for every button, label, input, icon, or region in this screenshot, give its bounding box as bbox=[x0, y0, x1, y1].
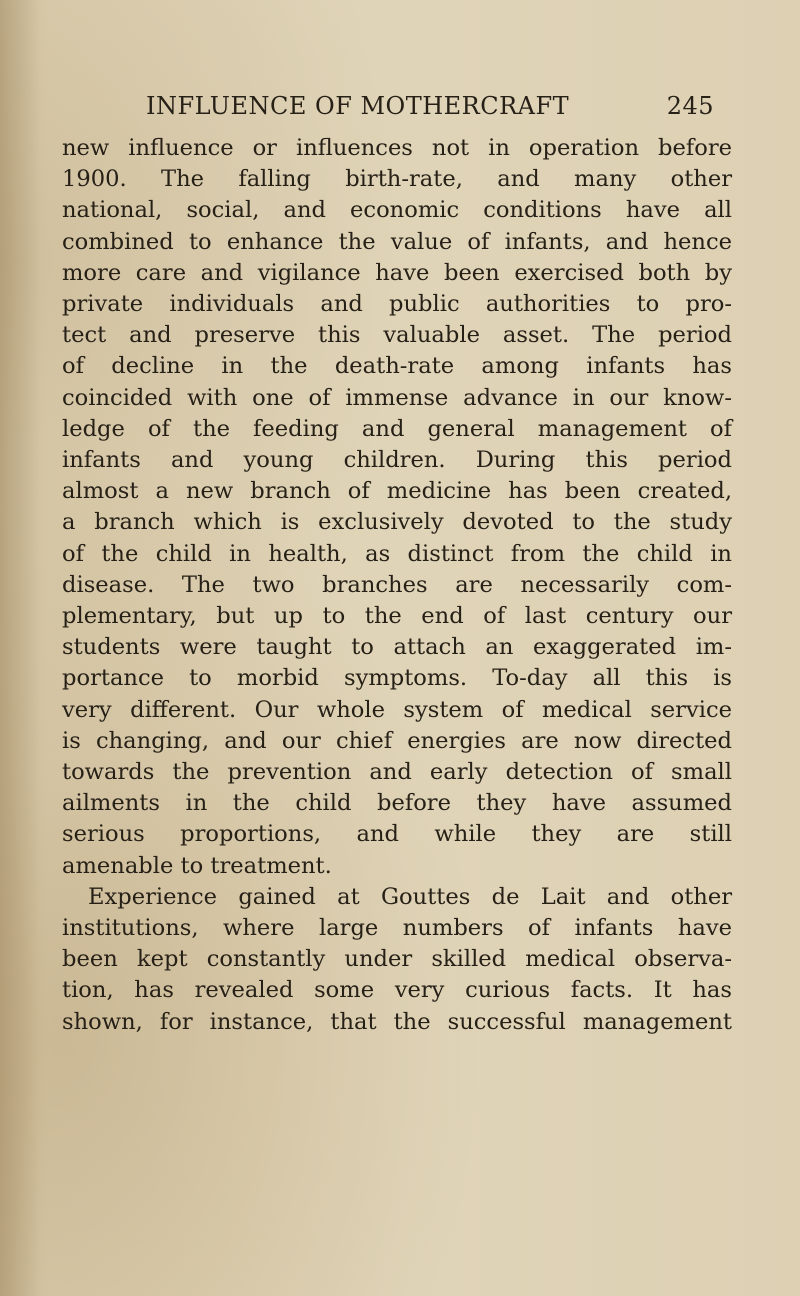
text-line: shown, for instance, that the successful management bbox=[62, 1008, 732, 1035]
text-line: infants and young children. During this period bbox=[62, 447, 732, 474]
running-head bbox=[146, 92, 714, 126]
text-line: been kept constantly under skilled medical observa- bbox=[62, 946, 732, 973]
text-line: Experience gained at Gouttes de Lait and other bbox=[88, 883, 732, 910]
text-line: serious proportions, and while they are still bbox=[62, 821, 732, 848]
text-line: amenable to treatment. bbox=[62, 852, 332, 879]
text-line: institutions, where large numbers of infants have bbox=[62, 915, 732, 942]
text-line: tion, has revealed some very curious facts. It has bbox=[62, 977, 732, 1004]
text-line: private individuals and public authorities to pro- bbox=[62, 291, 732, 318]
page-number: 245 bbox=[666, 92, 714, 120]
text-line: of the child in health, as distinct from the child in bbox=[62, 540, 732, 567]
paragraph-2 bbox=[62, 882, 732, 1038]
text-line: tect and preserve this valuable asset. The period bbox=[62, 322, 732, 349]
text-line: a branch which is exclusively devoted to the study bbox=[62, 509, 732, 536]
text-line: portance to morbid symptoms. To-day all this is bbox=[62, 665, 732, 692]
text-line: of decline in the death-rate among infants has bbox=[62, 353, 732, 380]
text-line: coincided with one of immense advance in our know- bbox=[62, 384, 732, 411]
text-line: almost a new branch of medicine has been created, bbox=[62, 478, 732, 505]
text-line: is changing, and our chief energies are now directed bbox=[62, 727, 732, 754]
text-line: very different. Our whole system of medical service bbox=[62, 696, 732, 723]
text-line: more care and vigilance have been exercised both by bbox=[62, 259, 732, 286]
text-line: ailments in the child before they have assumed bbox=[62, 790, 732, 817]
text-line: ledge of the feeding and general management of bbox=[62, 415, 732, 442]
text-line: combined to enhance the value of infants, and hence bbox=[62, 228, 732, 255]
text-line: national, social, and economic conditions have all bbox=[62, 197, 732, 224]
text-line: new influence or influences not in operation before bbox=[62, 135, 732, 161]
text-line: disease. The two branches are necessarily com- bbox=[62, 571, 732, 598]
text-line: plementary, but up to the end of last century our bbox=[62, 603, 732, 630]
text-line: students were taught to attach an exaggerated im- bbox=[62, 634, 732, 661]
text-line: 1900. The falling birth-rate, and many other bbox=[62, 166, 732, 193]
text-line: towards the prevention and early detection of small bbox=[62, 759, 732, 786]
body-text bbox=[62, 133, 732, 1038]
paragraph-1 bbox=[62, 133, 732, 882]
spine-shadow bbox=[0, 0, 40, 1296]
running-head-title: INFLUENCE OF MOTHERCRAFT bbox=[146, 92, 570, 120]
